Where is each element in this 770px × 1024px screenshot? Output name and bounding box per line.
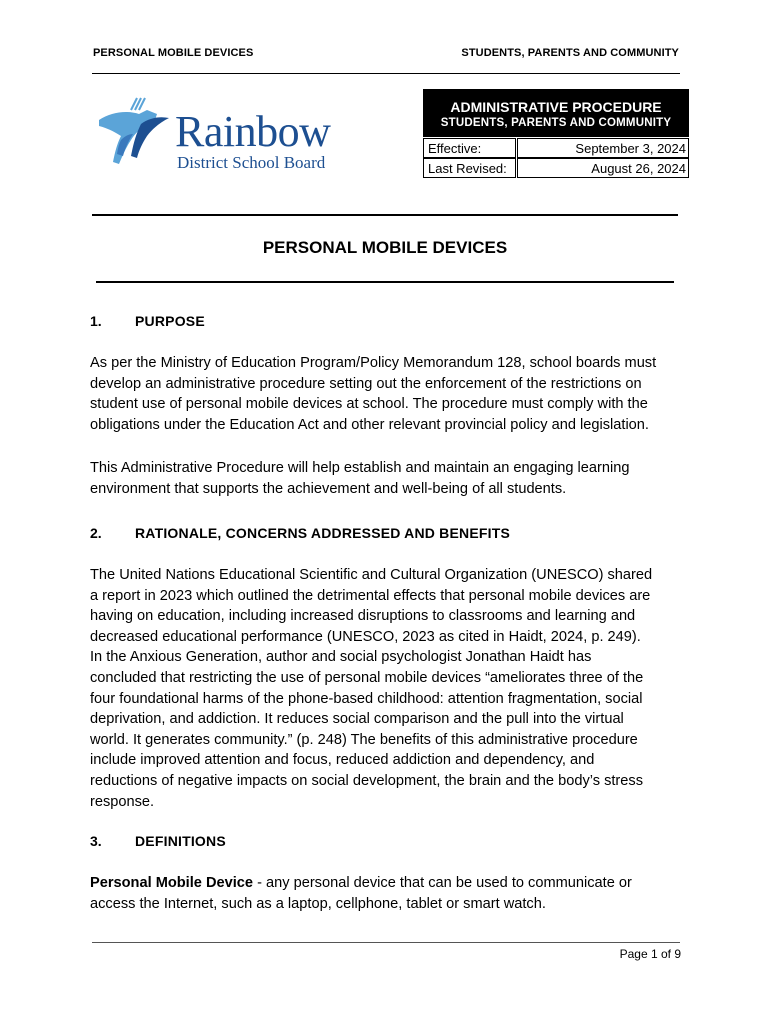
definition-personal-mobile-device bbox=[90, 873, 690, 914]
text-line: decreased educational performance (UNESCO, 2023 as cited in Haidt, 2024, p. 249). bbox=[90, 628, 641, 645]
text-line: environment that supports the achievement and well-being of all students. bbox=[90, 480, 567, 497]
text-line: four foundational harms of the phone-based childhood: attention fragmentation, social bbox=[90, 690, 643, 707]
definition-text: - any personal device that can be used to communicate or bbox=[253, 875, 632, 891]
text-line: concluded that restricting the use of personal mobile devices “ameliorates three of the bbox=[90, 669, 644, 686]
text-line: deprivation, and addiction. It reduces social comparison and the pull into the virtual bbox=[90, 711, 624, 728]
running-header-left: PERSONAL MOBILE DEVICES bbox=[93, 47, 254, 59]
title-rule-bottom bbox=[96, 281, 674, 283]
effective-date: September 3, 2024 bbox=[575, 141, 686, 156]
text-line: In the Anxious Generation, author and social psychologist Jonathan Haidt has bbox=[90, 649, 592, 666]
effective-value-cell bbox=[517, 138, 689, 158]
section-1-paragraph-1 bbox=[90, 353, 690, 435]
logo-subname: District School Board bbox=[177, 153, 326, 172]
section-2-paragraph-1 bbox=[90, 565, 690, 812]
definition-line-2: access the Internet, such as a laptop, cellphone, tablet or smart watch. bbox=[90, 895, 546, 912]
text-line: a report in 2023 which outlined the detrimental effects that personal mobile devices are bbox=[90, 587, 651, 604]
header-rule bbox=[92, 73, 680, 74]
text-line: As per the Ministry of Education Program/Policy Memorandum 128, school boards must bbox=[90, 355, 657, 371]
title-rule-top bbox=[92, 214, 678, 216]
procedure-subtitle: STUDENTS, PARENTS AND COMMUNITY bbox=[440, 117, 672, 129]
running-header-right: STUDENTS, PARENTS AND COMMUNITY bbox=[461, 47, 679, 59]
logo-name: Rainbow bbox=[175, 107, 331, 156]
document-title: PERSONAL MOBILE DEVICES bbox=[262, 238, 508, 257]
section-3-number: 3. bbox=[90, 833, 102, 849]
text-line: response. bbox=[90, 793, 155, 810]
text-line: include improved attention and focus, reduced addiction and dependency, and bbox=[90, 752, 595, 769]
rainbow-swoosh-icon bbox=[97, 96, 177, 174]
text-line: obligations under the Education Act and other relevant provincial policy and legislation. bbox=[90, 416, 649, 433]
text-line: develop an administrative procedure setting out the enforcement of the restrictions on bbox=[90, 375, 642, 392]
page-number: Page 1 of 9 bbox=[619, 947, 681, 961]
footer-rule bbox=[92, 942, 680, 943]
text-line: reductions of negative impacts on social development, the brain and the body’s stress bbox=[90, 772, 643, 789]
section-2-number: 2. bbox=[90, 525, 102, 541]
text-line: world. It generates community.” (p. 248) The benefits of this administrative procedure bbox=[90, 731, 638, 748]
procedure-title: ADMINISTRATIVE PROCEDURE bbox=[450, 99, 662, 115]
section-2-heading: RATIONALE, CONCERNS ADDRESSED AND BENEFITS bbox=[135, 525, 511, 541]
text-line: student use of personal mobile devices at school. The procedure must comply with the bbox=[90, 396, 648, 413]
section-1-paragraph-2 bbox=[90, 458, 690, 499]
revised-label: Last Revised: bbox=[428, 161, 507, 176]
text-line: having on education, including increased disruptions to classrooms and learning and bbox=[90, 608, 636, 625]
text-line: This Administrative Procedure will help establish and maintain an engaging learning bbox=[90, 460, 630, 476]
effective-label-cell bbox=[423, 138, 516, 158]
section-1-number: 1. bbox=[90, 313, 102, 329]
revised-value-cell bbox=[517, 158, 689, 178]
definition-term: Personal Mobile Device bbox=[90, 875, 254, 891]
revised-date: August 26, 2024 bbox=[591, 161, 686, 176]
section-3-heading: DEFINITIONS bbox=[135, 833, 226, 849]
definition-line-1 bbox=[90, 873, 690, 894]
effective-label: Effective: bbox=[428, 141, 482, 156]
procedure-header-box bbox=[423, 89, 689, 137]
text-line: The United Nations Educational Scientific and Cultural Organization (UNESCO) shared bbox=[90, 567, 653, 583]
rainbow-logo bbox=[97, 96, 347, 176]
section-1-heading: PURPOSE bbox=[135, 313, 205, 329]
revised-label-cell bbox=[423, 158, 516, 178]
